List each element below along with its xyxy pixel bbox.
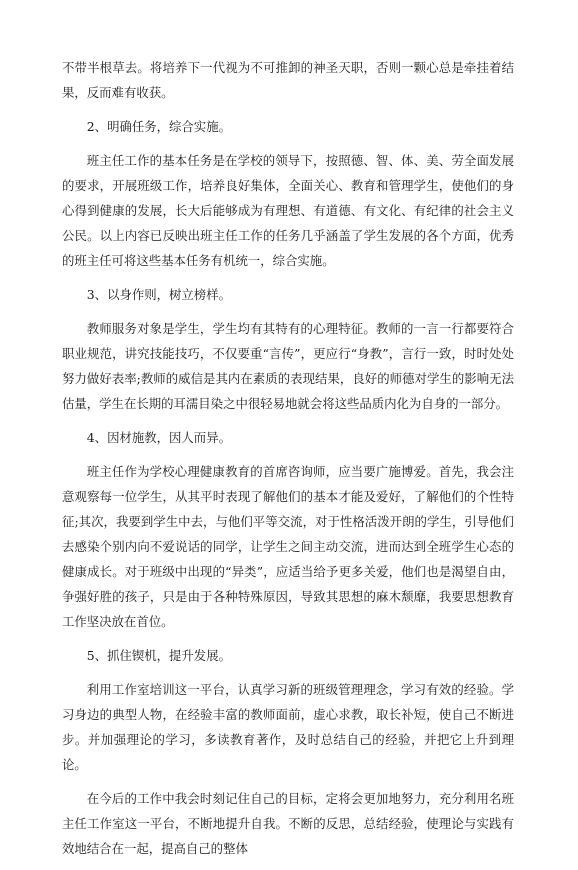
- paragraph: 班主任工作的基本任务是在学校的领导下，按照德、智、体、美、劳全面发展的要求，开展班级工作，培养良好集体，全面关心、教育和管理学生，使他们的身心得到健康的发展，长大后能够成为有理想、有道德、有文化、有纪律的社会主义公民。以上内容已反映出班主任工作的任务几乎涵盖了学生发展的各个方面，优秀的班主任可将这些基本任务有机统一，综合实施。: [62, 153, 514, 268]
- paragraph: 在今后的工作中我会时刻记住自己的目标，定将会更加地努力，充分利用名班主任工作室这一平台，不断地提升自我。不断的反思，总结经验，使理论与实践有效地结合在一起，提高自己的整体: [62, 791, 514, 856]
- section-heading-4: 4、因材施教，因人而异。: [86, 430, 231, 445]
- section-heading-3: 3、以身作则，树立榜样。: [86, 287, 231, 302]
- paragraph: 利用工作室培训这一平台，认真学习新的班级管理理念，学习有效的经验。学习身边的典型人物，在经验丰富的教师面前，虚心求教，取长补短，使自己不断进步。并加强理论的学习，多读教育著作，及时总结自己的经验，并把它上升到理论。: [62, 682, 514, 772]
- paragraph-continuation: 不带半根草去。将培养下一代视为不可推卸的神圣天职，否则一颗心总是牵挂着结果，反而难有收获。: [62, 60, 514, 100]
- paragraph: 教师服务对象是学生，学生均有其特有的心理特征。教师的一言一行都要符合职业规范，讲究技能技巧，不仅要重“言传”，更应行“身教”，言行一致，时时处处努力做好表率;教师的威信是其内在素质的表现结果，良好的师德对学生的影响无法估量，学生在长期的耳濡目染之中很轻易地就会将这些品质内化为自身的一部分。: [62, 321, 514, 411]
- paragraph: 班主任作为学校心理健康教育的首席咨询师，应当要广施博爱。首先，我会注意观察每一位学生，从其平时表现了解他们的基本才能及爱好，了解他们的个性特征;其次，我要到学生中去，与他们平等交流，对于性格活泼开朗的学生，引导他们去感染个别内向不爱说话的同学，让学生之间主动交流，进而达到全班学生心态的健康成长。对于班级中出现的“异类”，应适当给予更多关爱，他们也是渴望自由，争强好胜的孩子，只是由于各种特殊原因，导致其思想的麻木颓靡，我要思想教育工作坚决放在首位。: [62, 464, 514, 629]
- section-heading-5: 5、抓住锲机，提升发展。: [86, 648, 231, 663]
- section-heading-2: 2、明确任务，综合实施。: [86, 119, 231, 134]
- document-body: [62, 55, 514, 870]
